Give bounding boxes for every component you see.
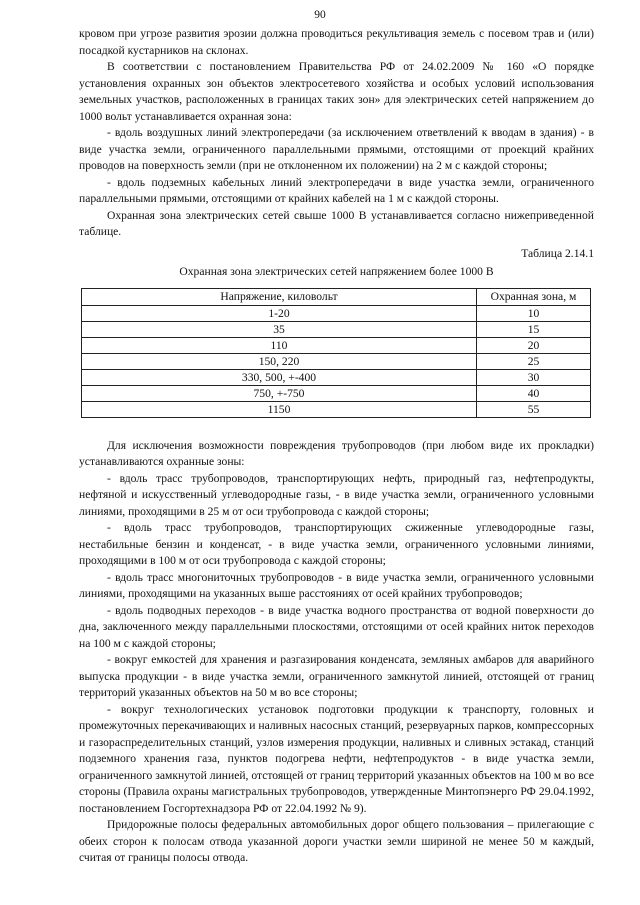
voltage-cell: 35 (82, 321, 477, 337)
pipeline-section (79, 438, 594, 867)
voltage-cell: 1-20 (82, 305, 477, 321)
paragraph-cable-lines: - вдоль подземных кабельных линий электропередачи в виде участка земли, ограниченного параллельными прямыми, отстоящими от крайних кабелей на 1 м с каждой стороны. (79, 175, 594, 205)
zone-cell: 15 (477, 321, 591, 337)
paragraph-technological-facilities: - вокруг технологических установок подготовки продукции к транспорту, головных и промежуточных перекачивающих и наливных насосных станций, резервуарных парков, компрессорных и газораспределительных станций, узлов измерения продукции, наливных и сливных эстакад, станций подземного хранения газа, пунктов подогрева нефти, нефтепродуктов - в виде участка земли, ограниченного замкнутой линией, отстоящей от границ территорий указанных объектов на 100 м во все стороны (Правила охраны магистральных трубопроводов, утвержденные Минтопэнерго РФ 29.04.1992, постановлением Госгортехнадзора РФ от 22.04.1992 № 9). (79, 702, 594, 815)
voltage-cell: 750, +-750 (82, 385, 477, 401)
table-row (82, 401, 591, 417)
table-row (82, 305, 591, 321)
voltage-cell: 150, 220 (82, 353, 477, 369)
paragraph-oil-gas-pipelines: - вдоль трасс трубопроводов, транспортирующих нефть, природный газ, нефтепродукты, нефтяной и искусственный углеводородные газы, - в виде участка земли, ограниченного условными линиями, проходящими в 25 м от оси трубопровода с каждой стороны; (79, 471, 594, 518)
table-row (82, 353, 591, 369)
paragraph-over-1000v: Охранная зона электрических сетей свыше 1000 В устанавливается согласно нижеприведенной таблице. (79, 208, 594, 238)
protection-zone-table (81, 288, 591, 418)
paragraph-overhead-lines: - вдоль воздушных линий электропередачи (за исключением ответвлений к вводам в здания) - в виде участка земли, ограниченного параллельными прямыми, отстоящими от проекций крайних проводов на поверхность земли (при не отклоненном их положении) на 2 м с каждой стороны; (79, 126, 594, 172)
table-row (82, 385, 591, 401)
table-row (82, 337, 591, 353)
voltage-cell: 1150 (82, 401, 477, 417)
zone-cell: 20 (477, 337, 591, 353)
paragraph-roadside-strips: Придорожные полосы федеральных автомобильных дорог общего пользования – прилегающие с обеих сторон к полосам отвода указанной дороги участки земли шириной не менее 50 м каждый, считая от границы полосы отвода. (79, 818, 594, 864)
paragraph-pipelines-intro: Для исключения возможности повреждения трубопроводов (при любом виде их прокладки) устанавливаются охранные зоны: (79, 438, 594, 468)
zone-cell: 25 (477, 353, 591, 369)
page-number: 90 (314, 9, 326, 21)
paragraph-erosion: кровом при угрозе развития эрозии должна проводиться рекультивация земель с посевом трав и (или) посадкой кустарников на склонах. (79, 27, 594, 57)
zone-cell: 40 (477, 385, 591, 401)
paragraph-underwater-crossings: - вдоль подводных переходов - в виде участка водного пространства от водной поверхности до дна, заключенного между параллельными плоскостями, отстоящими от осей крайних ниток переходов на 100 м с каждой стороны; (79, 603, 594, 650)
document-body (79, 26, 594, 867)
paragraph-liquefied-gas-pipelines: - вдоль трасс трубопроводов, транспортирующих сжиженные углеводородные газы, нестабильные бензин и конденсат, - в виде участка земли, ограниченного условными линиями, проходящими в 100 м от оси трубопровода с каждой стороны; (79, 521, 594, 567)
paragraph-condensate-storage: - вокруг емкостей для хранения и разгазирования конденсата, земляных амбаров для аварийного выпуска продукции - в виде участка земли, ограниченного замкнутой линией, отстоящей от границ территорий указанных объектов на 50 м во все стороны; (79, 653, 594, 699)
zone-cell: 30 (477, 369, 591, 385)
table-caption: Таблица 2.14.1 (521, 246, 594, 260)
table-row (82, 321, 591, 337)
paragraph-decree: В соответствии с постановлением Правительства РФ от 24.02.2009 № 160 «О порядке установления охранных зон объектов электросетевого хозяйства и особых условий использования земельных участков, расположенных в границах таких зон» для электрических сетей напряжением до 1000 вольт устанавливается охранная зона: (79, 60, 594, 123)
voltage-cell: 110 (82, 337, 477, 353)
header-voltage: Напряжение, киловольт (82, 288, 477, 305)
zone-cell: 55 (477, 401, 591, 417)
header-zone: Охранная зона, м (477, 288, 591, 305)
paragraph-multi-line-pipelines: - вдоль трасс многониточных трубопроводов - в виде участка земли, ограниченного условными линиями, проходящими на указанных выше расстояниях от осей крайних трубопроводов; (79, 570, 594, 600)
zone-cell: 10 (477, 305, 591, 321)
voltage-cell: 330, 500, +-400 (82, 369, 477, 385)
table-title: Охранная зона электрических сетей напряжением более 1000 В (179, 265, 494, 278)
table-row (82, 369, 591, 385)
table-header-row (82, 288, 591, 305)
